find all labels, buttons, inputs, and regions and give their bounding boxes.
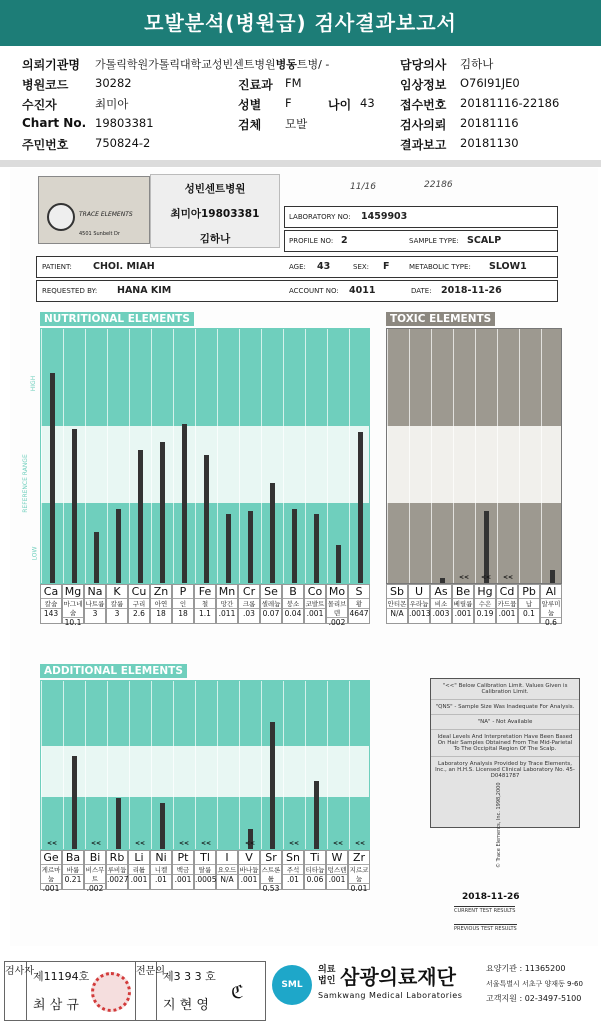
nutri-cell-cr <box>238 584 260 624</box>
add-korean-name: 루비듐 <box>107 866 127 874</box>
add-symbol: Ni <box>155 851 167 864</box>
clinical-value: O76I91JE0 <box>460 76 520 90</box>
toxic-cell-cd <box>496 584 518 624</box>
toxic-value: N/A <box>390 609 404 618</box>
nutri-cell-co <box>304 584 326 624</box>
tester-no: 제11194호 <box>33 970 90 983</box>
request-label: 검사의뢰 <box>400 118 447 132</box>
nutri-cell-se <box>260 584 282 624</box>
add-symbol: Ge <box>43 851 59 864</box>
nutri-value: .001 <box>306 609 324 618</box>
toxic-bar-al <box>550 570 555 583</box>
toxic-symbol: Al <box>545 585 557 598</box>
patient-box: PATIENT: CHOI. MIAH AGE: 43 SEX: F METABOLIC TYPE: SLOW1 <box>36 256 558 278</box>
nutri-korean-name: 칼륨 <box>107 598 127 609</box>
nutri-symbol: Na <box>87 585 103 598</box>
received-value: 20181116-22186 <box>460 96 560 110</box>
toxic-value: 0.6 <box>545 618 557 627</box>
add-symbol: Li <box>134 851 144 864</box>
add-cell-sn <box>282 850 304 890</box>
add-cell-v <box>238 850 260 890</box>
nutri-symbol: Cr <box>242 585 256 598</box>
add-cell-ti <box>304 850 326 890</box>
add-cell-rb <box>106 850 128 890</box>
add-korean-name: 바나듐 <box>239 866 259 874</box>
specialist-label: 전문의 <box>135 962 157 1020</box>
add-korean-name: 스트론튬 <box>261 866 281 883</box>
add-marker-tl: << <box>201 840 212 847</box>
nutri-symbol: Ca <box>43 585 59 598</box>
add-marker-v: << <box>245 840 256 847</box>
nutri-symbol: Fe <box>198 585 212 598</box>
nutri-value: 18 <box>178 609 188 618</box>
add-cell-ba <box>62 850 84 890</box>
nutri-value: 143 <box>43 609 59 618</box>
add-korean-name: 바륨 <box>63 864 83 875</box>
nutri-bar-mn <box>226 514 231 583</box>
patient-name: CHOI. MIAH <box>93 261 155 272</box>
nutri-korean-name: 셀레늄 <box>261 600 281 608</box>
nutri-korean-name: 철 <box>195 598 215 609</box>
add-cell-w <box>326 850 348 890</box>
add-cell-pt <box>172 850 194 890</box>
code-label: 병원코드 <box>22 78 69 92</box>
nutri-value: 3 <box>92 609 98 618</box>
nutri-symbol: Cu <box>131 585 147 598</box>
add-value: 0.53 <box>262 884 280 893</box>
doctor-label: 담당의사 <box>400 58 447 72</box>
add-symbol: V <box>245 851 253 864</box>
toxic-cell-be <box>452 584 474 624</box>
patient-info <box>0 52 601 152</box>
nutri-symbol: Se <box>264 585 278 598</box>
add-value: .01 <box>287 875 299 884</box>
nutri-bar-se <box>270 483 275 583</box>
nutri-value: 3 <box>114 609 120 618</box>
nutri-korean-name: 나트륨 <box>85 600 105 608</box>
nutri-cell-mo <box>326 584 348 627</box>
nutri-plot-area <box>40 328 370 584</box>
bottom-date: 2018-11-26 <box>462 892 520 902</box>
add-bar-rb <box>116 798 121 849</box>
toxic-symbol: As <box>434 585 448 598</box>
laboratory-no: 1459903 <box>361 211 408 222</box>
nutri-symbol: B <box>289 585 297 598</box>
nutri-bar-zn <box>160 442 165 583</box>
toxic-value: 0.1 <box>523 609 535 618</box>
toxic-symbol: Cd <box>499 585 515 598</box>
add-cell-li <box>128 850 150 890</box>
nutri-value: 0.07 <box>262 609 280 618</box>
add-marker-li: << <box>135 840 146 847</box>
scanned-report <box>10 168 598 946</box>
nutri-bar-fe <box>204 455 209 583</box>
toxic-korean-name: 베릴륨 <box>453 600 473 608</box>
nutri-korean-name: 아연 <box>151 598 171 609</box>
report-title: 모발분석(병원급) 검사결과보고서 <box>0 0 601 46</box>
add-marker-sn: << <box>289 840 300 847</box>
signature-icon: ℭ <box>231 982 244 1003</box>
legend-box <box>430 678 580 828</box>
add-cell-bi <box>84 850 106 893</box>
age-label: 나이 <box>328 98 352 112</box>
toxic-korean-name: 안티몬 <box>387 600 407 608</box>
add-korean-name: 게르마늄 <box>41 866 61 883</box>
nutri-value: 18 <box>156 609 166 618</box>
chart-value: 19803381 <box>95 116 154 130</box>
add-bar-sr <box>270 722 275 850</box>
add-cell-ge <box>40 850 62 893</box>
toxic-korean-name: 우라늄 <box>409 600 429 608</box>
age-value: 43 <box>360 96 375 110</box>
doctor-value: 김하나 <box>460 57 494 71</box>
add-korean-name: 리튬 <box>129 864 149 875</box>
label-doctor: 김하나 <box>199 233 231 245</box>
add-korean-name: 티타늄 <box>305 866 325 874</box>
sml-logo-icon: SML <box>272 965 312 1005</box>
add-value: 0.01 <box>350 884 368 893</box>
add-symbol: Ti <box>310 851 320 864</box>
toxic-cell-al <box>540 584 562 627</box>
toxic-value: .0013 <box>409 609 431 618</box>
toxic-korean-name: 알루미늄 <box>541 600 561 617</box>
hospital-label: 의뢰기관명 <box>22 58 80 72</box>
toxic-bar-hg <box>484 511 489 583</box>
nutri-korean-name: 칼슘 <box>41 598 61 609</box>
nutritional-title: NUTRITIONAL ELEMENTS <box>40 312 194 326</box>
label-patient: 최미아19803381 <box>170 208 260 220</box>
toxic-symbol: Hg <box>477 585 493 598</box>
add-korean-name: 텅스텐 <box>327 866 347 874</box>
collector-label: 수진자 <box>22 98 57 112</box>
add-korean-name: 니켈 <box>151 864 171 875</box>
toxic-bar-as <box>440 578 445 583</box>
nutri-value: 10.1 <box>64 618 82 627</box>
nutri-bar-cr <box>248 511 253 583</box>
toxic-marker-be: << <box>459 574 470 581</box>
nutri-value: 4647 <box>349 609 369 618</box>
additional-title: ADDITIONAL ELEMENTS <box>40 664 187 678</box>
add-korean-name: 요오드 <box>217 866 237 874</box>
add-value: .001 <box>174 875 192 884</box>
toxic-korean-name: 카드뮴 <box>497 600 517 608</box>
toxic-cell-hg <box>474 584 496 624</box>
specimen-label: 검체 <box>238 118 262 132</box>
toxic-symbol: Pb <box>522 585 536 598</box>
toxic-marker-hg: << <box>481 574 492 581</box>
toxic-symbol: Be <box>455 585 471 598</box>
toxic-value: .001 <box>498 609 516 618</box>
toxic-cell-pb <box>518 584 540 624</box>
legend-lab: Laboratory Analysis Provided by Trace Elements, Inc., an H.H.S. Licensed Clinical Laboratory No. 45-D0481787 <box>435 761 575 779</box>
nutri-bar-cu <box>138 450 143 583</box>
add-marker-ge: << <box>47 840 58 847</box>
nutri-value: .011 <box>218 609 236 618</box>
nutri-korean-name: 인 <box>173 598 193 609</box>
sex-label: 성별 <box>238 98 262 112</box>
code-value: 30282 <box>95 76 132 90</box>
add-symbol: Ba <box>65 851 81 864</box>
add-korean-name: 백금 <box>173 864 193 875</box>
nutri-bar-mo <box>336 545 341 583</box>
request-box: REQUESTED BY: HANA KIM ACCOUNT NO: 4011 DATE: 2018-11-26 <box>36 280 558 302</box>
nutri-value: 0.04 <box>284 609 302 618</box>
add-value: 0.21 <box>64 875 82 884</box>
nutri-cell-mg <box>62 584 84 627</box>
toxic-value: .001 <box>454 609 472 618</box>
logo-address: 4501 Sunbelt Dr <box>79 231 120 237</box>
specialist-name: 지 현 영 <box>163 998 209 1013</box>
hospital-value: 가톨릭학원가톨릭대학교성빈센트병원병동트병/ - <box>95 58 330 71</box>
clinical-label: 임상정보 <box>400 78 447 92</box>
add-korean-name: 비스무트 <box>85 866 105 883</box>
org-name: 삼광의료재단 <box>340 965 456 989</box>
add-value: .001 <box>42 884 60 893</box>
nutri-cell-cu <box>128 584 150 624</box>
add-value: .001 <box>328 875 346 884</box>
current-results-label: CURRENT TEST RESULTS <box>454 908 516 914</box>
add-bar-ba <box>72 756 77 850</box>
report-date-value: 20181130 <box>460 136 519 150</box>
toxic-value: 0.19 <box>476 609 494 618</box>
profile-box: PROFILE NO: 2 SAMPLE TYPE: SCALP <box>284 230 558 252</box>
reference-range-label: REFERENCE RANGE <box>21 454 29 513</box>
nutri-symbol: Mg <box>64 585 82 598</box>
nutri-korean-name: 코발트 <box>305 600 325 608</box>
add-korean-name: 주석 <box>283 864 303 875</box>
nutri-bar-k <box>116 509 121 583</box>
add-bar-ni <box>160 803 165 849</box>
logo-text: TRACE ELEMENTS <box>79 211 133 218</box>
nutri-cell-mn <box>216 584 238 624</box>
laboratory-no-box: LABORATORY NO: 1459903 <box>284 206 558 228</box>
toxic-cell-as <box>430 584 452 624</box>
org-contact: 고객지원 : 02-3497-5100 <box>486 994 582 1003</box>
add-symbol: Sr <box>265 851 277 864</box>
toxic-marker-cd: << <box>503 574 514 581</box>
add-value: .01 <box>155 875 167 884</box>
add-value: .001 <box>130 875 148 884</box>
id-value: 750824-2 <box>95 136 151 150</box>
toxic-korean-name: 수은 <box>475 598 495 609</box>
chart-label: Chart No. <box>22 116 87 130</box>
profile-no: 2 <box>341 235 348 246</box>
nutri-korean-name: 구리 <box>129 598 149 609</box>
add-value: N/A <box>220 875 234 884</box>
report-date-label: 결과보고 <box>400 138 447 152</box>
nutri-korean-name: 황 <box>349 598 369 609</box>
nutri-bar-co <box>314 514 319 583</box>
nutri-cell-ca <box>40 584 62 624</box>
org-code: 요양기관 : 11365200 <box>486 964 566 973</box>
toxic-cell-sb <box>386 584 408 624</box>
add-cell-ni <box>150 850 172 890</box>
low-label: LOW <box>31 546 39 561</box>
request-value: 20181116 <box>460 116 519 130</box>
add-korean-name: 지르코늄 <box>349 866 369 883</box>
toxic-korean-name: 비소 <box>431 598 451 609</box>
nutri-bar-s <box>358 432 363 583</box>
high-label: HIGH <box>30 375 38 392</box>
nutri-bar-p <box>182 424 187 583</box>
toxic-plot-area <box>386 328 562 584</box>
nutri-korean-name: 마그네슘 <box>63 600 83 617</box>
nutri-symbol: S <box>355 585 363 598</box>
add-cell-i <box>216 850 238 890</box>
nutri-bar-mg <box>72 429 77 583</box>
nutri-bar-b <box>292 509 297 583</box>
nutri-cell-zn <box>150 584 172 624</box>
sex-value: F <box>285 96 292 110</box>
legend-na: "NA" - Not Available <box>431 715 579 730</box>
handwritten-date: 11/16 <box>350 182 376 192</box>
add-korean-name: 탈륨 <box>195 864 215 875</box>
nutri-value: .002 <box>328 618 346 627</box>
id-label: 주민번호 <box>22 138 69 152</box>
add-symbol: Zr <box>352 851 366 864</box>
tester-name: 최 삼 규 <box>33 998 79 1013</box>
toxic-value: .003 <box>432 609 450 618</box>
toxic-title: TOXIC ELEMENTS <box>386 312 495 326</box>
add-symbol: Pt <box>177 851 189 864</box>
handwritten-no: 22186 <box>424 180 453 190</box>
toxic-reference-band <box>387 426 561 503</box>
nutri-cell-fe <box>194 584 216 624</box>
sample-type: SCALP <box>467 235 502 246</box>
previous-results-label: PREVIOUS TEST RESULTS <box>454 926 517 932</box>
legend-qns: "QNS" - Sample Size Was Inadequate For Analysis. <box>431 700 579 715</box>
nutri-bar-ca <box>50 373 55 583</box>
copyright: © Trace Elements, Inc. 1998,2000 <box>496 782 502 868</box>
nutri-korean-name: 붕소 <box>283 598 303 609</box>
add-marker-w: << <box>333 840 344 847</box>
nutri-cell-s <box>348 584 370 624</box>
org-english: Samkwang Medical Laboratories <box>318 991 463 1000</box>
globe-icon <box>47 203 75 231</box>
toxic-korean-name: 납 <box>519 598 539 609</box>
add-marker-pt: << <box>179 840 190 847</box>
nutri-value: 1.1 <box>199 609 211 618</box>
label-hospital: 성빈센트병원 <box>184 183 246 195</box>
toxic-symbol: U <box>414 585 424 598</box>
nutri-korean-name: 망간 <box>217 598 237 609</box>
specimen-value: 모발 <box>285 117 308 131</box>
metabolic-type: SLOW1 <box>489 261 527 272</box>
footer <box>0 957 601 1025</box>
add-symbol: W <box>331 851 343 864</box>
dept-value: FM <box>285 76 302 90</box>
received-label: 접수번호 <box>400 98 447 112</box>
add-cell-sr <box>260 850 282 893</box>
nutri-cell-b <box>282 584 304 624</box>
add-symbol: Bi <box>89 851 101 864</box>
nutri-symbol: Mn <box>218 585 236 598</box>
add-cell-zr <box>348 850 370 893</box>
org-prefix: 의료법인 <box>318 965 336 986</box>
add-symbol: I <box>225 851 229 864</box>
nutri-symbol: Mo <box>328 585 346 598</box>
seal-icon <box>91 972 131 1012</box>
add-bar-ti <box>314 781 319 849</box>
add-marker-bi: << <box>91 840 102 847</box>
tester-label: 검사자 <box>5 962 27 1020</box>
nutri-value: .03 <box>243 609 255 618</box>
add-cell-tl <box>194 850 216 890</box>
nutri-symbol: Zn <box>153 585 169 598</box>
nutri-symbol: K <box>113 585 121 598</box>
add-value: .001 <box>240 875 258 884</box>
add-symbol: Tl <box>200 851 210 864</box>
lab-logo <box>38 176 150 244</box>
nutri-symbol: P <box>179 585 187 598</box>
nutri-korean-name: 몰리브덴 <box>327 600 347 617</box>
org-address: 서울특별시 서초구 양재동 9-60 <box>486 980 583 988</box>
signature-box <box>4 961 266 1021</box>
add-value: .0027 <box>107 875 129 884</box>
add-value: .0005 <box>195 875 217 884</box>
nutri-cell-na <box>84 584 106 624</box>
dept-label: 진료과 <box>238 78 273 92</box>
legend-calibration: "<<" Below Calibration Limit. Values Given is Calibration Limit. <box>431 679 579 700</box>
nutri-cell-k <box>106 584 128 624</box>
add-symbol: Rb <box>109 851 125 864</box>
nutri-symbol: Co <box>307 585 323 598</box>
legend-interpretation: Ideal Levels And Interpretation Have Been Based On Hair Samples Obtained From The Mid-Parietal To The Occipital Region Of The Scalp. <box>431 730 579 757</box>
patient-label-card <box>150 174 280 248</box>
specialist-no: 제3 3 3 호 <box>163 970 216 983</box>
add-symbol: Sn <box>286 851 300 864</box>
nutri-korean-name: 크롬 <box>239 598 259 609</box>
add-plot-area <box>40 680 370 850</box>
add-value: 0.06 <box>306 875 324 884</box>
nutri-bar-na <box>94 532 99 583</box>
add-value: .002 <box>86 884 104 893</box>
toxic-cell-u <box>408 584 430 624</box>
toxic-symbol: Sb <box>390 585 404 598</box>
nutri-value: 2.6 <box>133 609 145 618</box>
collector-value: 최미아 <box>95 97 129 111</box>
section-divider <box>0 160 601 167</box>
add-reference-band <box>41 746 369 797</box>
nutri-cell-p <box>172 584 194 624</box>
add-marker-zr: << <box>355 840 366 847</box>
